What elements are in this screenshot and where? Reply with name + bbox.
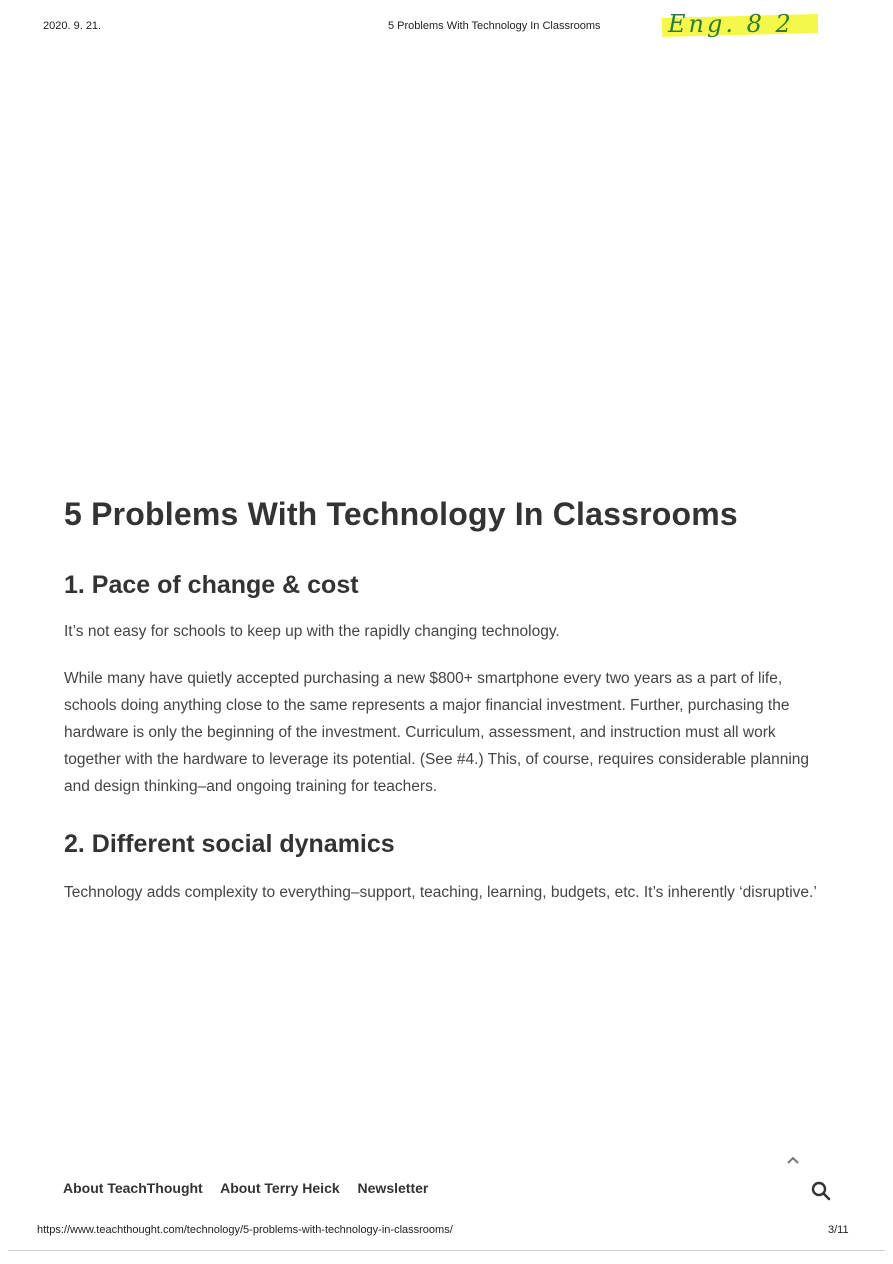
section-heading-social-dynamics: 2. Different social dynamics <box>64 830 395 858</box>
paragraph: It’s not easy for schools to keep up with the rapidly changing technology. <box>64 623 560 640</box>
article <box>64 496 834 906</box>
print-url: https://www.teachthought.com/technology/5-problems-with-technology-in-classrooms/ <box>37 1224 453 1236</box>
print-date: 2020. 9. 21. <box>43 20 102 32</box>
paragraph: Technology adds complexity to everything–support, teaching, learning, budgets, etc. It’s inherently ‘disruptive.’ <box>64 884 817 901</box>
article-title: 5 Problems With Technology In Classrooms <box>64 496 738 532</box>
print-page-number: 3/11 <box>828 1224 849 1236</box>
handwritten-note <box>660 8 820 44</box>
page-edge-divider <box>8 1250 885 1251</box>
paragraph: While many have quietly accepted purchasing a new $800+ smartphone every two years as a part of life, schools doing anything close to the same represents a major financial investment. Further, purchasing the hardware is only the beginning of the investment. Curriculum, assessment, and instruction must all work together with the hardware to leverage its potential. (See #4.) This, of course, requires considerable planning and design thinking–and ongoing training for teachers. <box>64 670 810 795</box>
footer-link-about-terry-heick[interactable]: About Terry Heick <box>220 1180 340 1196</box>
handwritten-note-text: Eng. 8 2 <box>668 10 794 38</box>
chevron-up-icon[interactable] <box>784 1151 802 1169</box>
print-header <box>0 10 893 38</box>
section-heading-pace-of-change: 1. Pace of change & cost <box>64 571 359 599</box>
footer-link-about-teachthought[interactable]: About TeachThought <box>63 1180 203 1196</box>
footer-link-newsletter[interactable]: Newsletter <box>357 1180 429 1196</box>
print-title: 5 Problems With Technology In Classrooms <box>388 20 601 32</box>
footer-nav <box>63 1180 442 1196</box>
search-icon[interactable] <box>810 1180 832 1202</box>
